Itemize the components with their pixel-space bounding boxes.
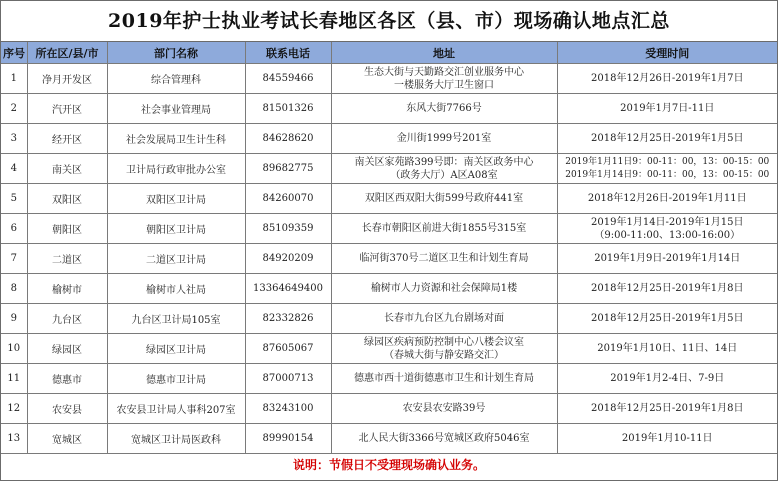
confirmation-sites-table	[1, 42, 777, 454]
cell-dept: 宽城区卫计局医政科	[107, 424, 245, 454]
cell-phone: 82332826	[245, 304, 331, 334]
table-row	[1, 304, 777, 334]
cell-phone: 13364649400	[245, 274, 331, 304]
cell-phone: 87000713	[245, 364, 331, 394]
cell-no: 2	[1, 94, 27, 124]
cell-phone: 84559466	[245, 64, 331, 94]
cell-time	[557, 184, 777, 214]
cell-address	[331, 304, 557, 334]
cell-address-line: 双阳区西双阳大街599号政府441室	[364, 193, 524, 204]
cell-dept: 绿园区卫计局	[107, 334, 245, 364]
header-address: 地址	[331, 42, 557, 64]
cell-address-line: 农安县农安路39号	[402, 403, 486, 414]
cell-no: 6	[1, 214, 27, 244]
cell-address-line: 临河街370号二道区卫生和计划生育局	[359, 253, 529, 264]
table-body	[1, 64, 777, 454]
cell-address-line: 金川街1999号201室	[396, 133, 492, 144]
table-row	[1, 334, 777, 364]
cell-no: 9	[1, 304, 27, 334]
header-no: 序号	[1, 42, 27, 64]
cell-address-line: 南关区家苑路399号即：南关区政务中心	[354, 156, 534, 168]
cell-no: 4	[1, 154, 27, 184]
cell-dept: 九台区卫计局105室	[107, 304, 245, 334]
cell-address	[331, 334, 557, 364]
cell-phone: 87605067	[245, 334, 331, 364]
cell-address-line: 德惠市西十道街德惠市卫生和计划生育局	[354, 373, 534, 384]
cell-time-line: 2019年1月10-11日	[621, 433, 713, 444]
cell-address-line: 东风大街7766号	[406, 103, 482, 114]
table-row	[1, 94, 777, 124]
cell-time-line: 2019年1月14日9：00-11：00，13：00-15：00	[565, 169, 770, 180]
table-row	[1, 274, 777, 304]
cell-address-line: （春城大街与静安路交汇）	[384, 349, 504, 361]
header-phone: 联系电话	[245, 42, 331, 64]
table-row	[1, 394, 777, 424]
table-row	[1, 244, 777, 274]
cell-dept: 榆树市人社局	[107, 274, 245, 304]
cell-address	[331, 424, 557, 454]
cell-district: 二道区	[27, 244, 107, 274]
cell-district: 榆树市	[27, 274, 107, 304]
cell-address	[331, 124, 557, 154]
cell-district: 农安县	[27, 394, 107, 424]
cell-time	[557, 244, 777, 274]
cell-time	[557, 334, 777, 364]
cell-dept: 双阳区卫计局	[107, 184, 245, 214]
cell-district: 经开区	[27, 124, 107, 154]
cell-time-line: 2019年1月7日-11日	[620, 103, 715, 114]
cell-address-line: 北人民大街3366号宽城区政府5046室	[358, 433, 530, 444]
cell-time-line: 2018年12月25日-2019年1月5日	[591, 313, 744, 324]
cell-time	[557, 124, 777, 154]
cell-address	[331, 64, 557, 94]
cell-address	[331, 154, 557, 184]
cell-no: 5	[1, 184, 27, 214]
cell-no: 3	[1, 124, 27, 154]
cell-district: 南关区	[27, 154, 107, 184]
cell-phone: 84920209	[245, 244, 331, 274]
cell-time	[557, 274, 777, 304]
cell-address	[331, 364, 557, 394]
cell-time-line: 2019年1月14日-2019年1月15日	[591, 216, 744, 228]
table-row	[1, 124, 777, 154]
cell-dept: 综合管理科	[107, 64, 245, 94]
cell-address	[331, 244, 557, 274]
table-row	[1, 424, 777, 454]
header-time: 受理时间	[557, 42, 777, 64]
cell-time-line: 2019年1月9日-2019年1月14日	[594, 253, 741, 264]
cell-time-line: （9:00-11:00、13:00-16:00）	[594, 229, 741, 241]
cell-address	[331, 394, 557, 424]
cell-district: 双阳区	[27, 184, 107, 214]
cell-no: 12	[1, 394, 27, 424]
cell-dept: 二道区卫计局	[107, 244, 245, 274]
cell-no: 13	[1, 424, 27, 454]
cell-phone: 89682775	[245, 154, 331, 184]
cell-phone: 84628620	[245, 124, 331, 154]
cell-time-line: 2018年12月26日-2019年1月7日	[591, 73, 744, 84]
table-header-row	[1, 42, 777, 64]
cell-address-line: 一楼服务大厅卫生窗口	[394, 79, 494, 91]
cell-time	[557, 214, 777, 244]
cell-time-line: 2019年1月2-4日、7-9日	[610, 373, 725, 384]
cell-no: 10	[1, 334, 27, 364]
cell-address	[331, 184, 557, 214]
cell-address-line: 生态大街与天勤路交汇创业服务中心	[364, 66, 524, 78]
cell-dept: 农安县卫计局人事科207室	[107, 394, 245, 424]
cell-time	[557, 424, 777, 454]
cell-phone: 81501326	[245, 94, 331, 124]
cell-dept: 德惠市卫计局	[107, 364, 245, 394]
cell-no: 7	[1, 244, 27, 274]
table-row	[1, 64, 777, 94]
cell-time-line: 2019年1月10日、11日、14日	[597, 343, 738, 354]
cell-address	[331, 94, 557, 124]
cell-district: 汽开区	[27, 94, 107, 124]
cell-district: 九台区	[27, 304, 107, 334]
cell-time-line: 2018年12月26日-2019年1月11日	[587, 193, 747, 204]
cell-time-line: 2018年12月25日-2019年1月5日	[591, 133, 744, 144]
cell-time	[557, 64, 777, 94]
footer-note: 说明：节假日不受理现场确认业务。	[292, 458, 485, 472]
cell-dept: 社会发展局卫生计生科	[107, 124, 245, 154]
cell-phone: 85109359	[245, 214, 331, 244]
cell-phone: 84260070	[245, 184, 331, 214]
cell-address	[331, 214, 557, 244]
cell-time	[557, 394, 777, 424]
cell-dept: 社会事业管理局	[107, 94, 245, 124]
cell-dept: 卫计局行政审批办公室	[107, 154, 245, 184]
cell-district: 绿园区	[27, 334, 107, 364]
cell-address-line: 长春市九台区九台剧场对面	[384, 313, 504, 324]
cell-no: 1	[1, 64, 27, 94]
cell-phone: 89990154	[245, 424, 331, 454]
header-dept: 部门名称	[107, 42, 245, 64]
cell-dept: 朝阳区卫计局	[107, 214, 245, 244]
cell-district: 朝阳区	[27, 214, 107, 244]
cell-time	[557, 154, 777, 184]
cell-district: 德惠市	[27, 364, 107, 394]
cell-address-line: 长春市朝阳区前进大街1855号315室	[361, 223, 527, 234]
cell-no: 8	[1, 274, 27, 304]
cell-no: 11	[1, 364, 27, 394]
cell-phone: 83243100	[245, 394, 331, 424]
header-district: 所在区/县/市	[27, 42, 107, 64]
cell-address	[331, 274, 557, 304]
cell-time	[557, 304, 777, 334]
cell-time	[557, 364, 777, 394]
cell-district: 宽城区	[27, 424, 107, 454]
cell-time-line: 2018年12月25日-2019年1月8日	[591, 283, 744, 294]
table-row	[1, 154, 777, 184]
table-row	[1, 214, 777, 244]
page-title: 2019年护士执业考试长春地区各区（县、市）现场确认地点汇总	[1, 1, 777, 42]
table-row	[1, 364, 777, 394]
cell-time-line: 2018年12月25日-2019年1月8日	[591, 403, 744, 414]
cell-address-line: （政务大厅）A区A08室	[390, 169, 498, 181]
cell-district: 净月开发区	[27, 64, 107, 94]
cell-address-line: 绿园区疾病预防控制中心八楼会议室	[364, 336, 524, 348]
cell-time-line: 2019年1月11日9：00-11：00，13：00-15：00	[565, 156, 770, 167]
table-row	[1, 184, 777, 214]
cell-time	[557, 94, 777, 124]
cell-address-line: 榆树市人力资源和社会保障局1楼	[370, 283, 518, 294]
